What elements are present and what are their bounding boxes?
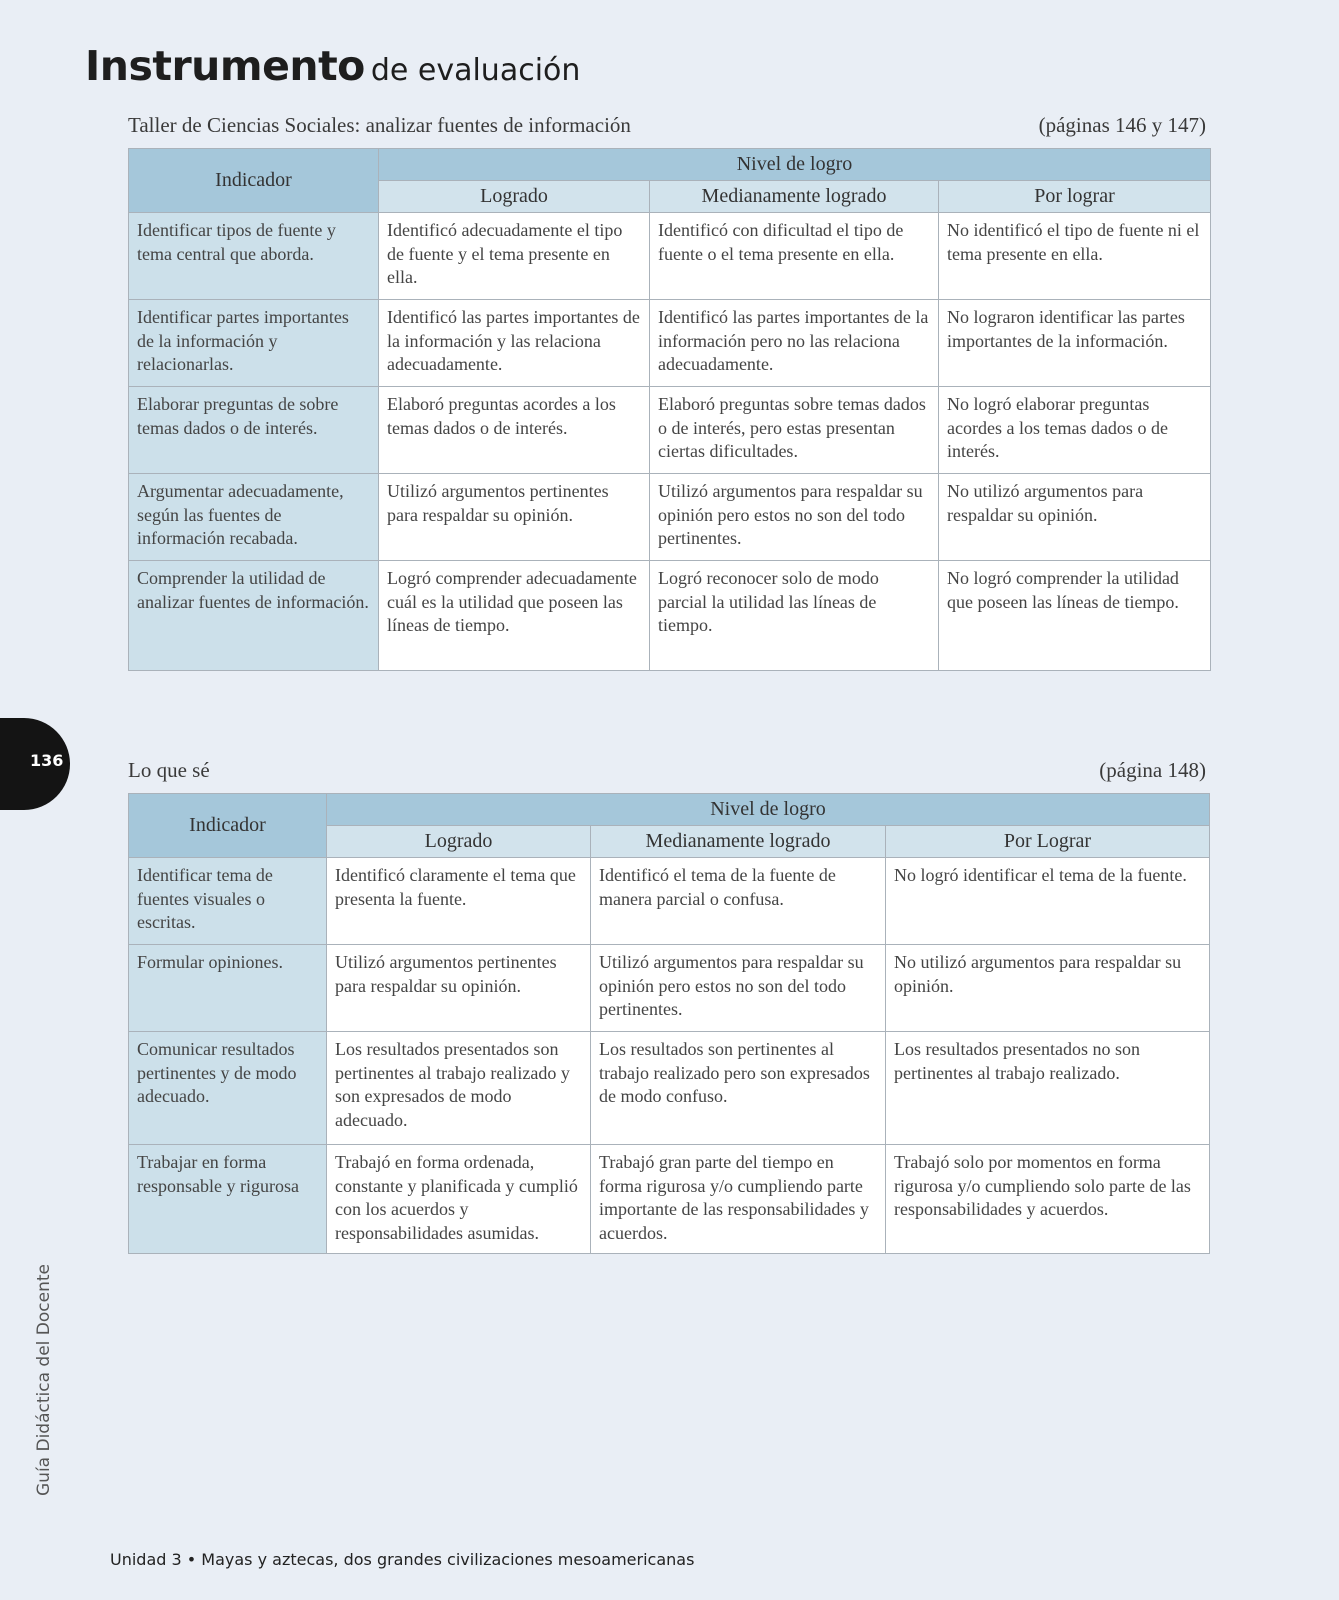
achieved-cell: Utilizó argumentos pertinentes para respaldar su opinión. xyxy=(327,945,591,1032)
header-level: Nivel de logro xyxy=(379,149,1211,181)
medium-cell: Logró reconocer solo de modo parcial la utilidad las líneas de tiempo. xyxy=(650,561,939,671)
table-row xyxy=(129,858,1210,945)
table-row xyxy=(129,1032,1210,1145)
medium-cell: Trabajó gran parte del tiempo en forma rigurosa y/o cumpliendo parte importante de las responsabilidades y acuerdos. xyxy=(591,1145,886,1254)
header-indicator: Indicador xyxy=(129,149,379,213)
header-medium: Medianamente logrado xyxy=(591,826,886,858)
medium-cell: Identificó las partes importantes de la información pero no las relaciona adecuadamente. xyxy=(650,300,939,387)
page-number: 136 xyxy=(30,751,64,770)
indicator-cell: Identificar tema de fuentes visuales o escritas. xyxy=(129,858,327,945)
header-level: Nivel de logro xyxy=(327,794,1210,826)
table-row xyxy=(129,300,1211,387)
header-pending: Por lograr xyxy=(939,181,1211,213)
medium-cell: Utilizó argumentos para respaldar su opinión pero estos no son del todo pertinentes. xyxy=(650,474,939,561)
medium-cell: Los resultados son pertinentes al trabajo realizado pero son expresados de modo confuso. xyxy=(591,1032,886,1145)
table1-pages: (páginas 146 y 147) xyxy=(1038,113,1206,137)
page-title-rest: de evaluación xyxy=(370,53,581,88)
achieved-cell: Elaboró preguntas acordes a los temas dados o de interés. xyxy=(379,387,650,474)
pending-cell: No logró comprender la utilidad que poseen las líneas de tiempo. xyxy=(939,561,1211,671)
table2-pages: (página 148) xyxy=(1099,758,1206,782)
rubric-table-1 xyxy=(128,148,1211,671)
table2-caption: Lo que sé xyxy=(128,758,210,782)
header-indicator: Indicador xyxy=(129,794,327,858)
indicator-cell: Elaborar preguntas de sobre temas dados o de interés. xyxy=(129,387,379,474)
achieved-cell: Los resultados presentados son pertinentes al trabajo realizado y son expresados de modo adecuado. xyxy=(327,1032,591,1145)
footer-unit-text: Unidad 3 • Mayas y aztecas, dos grandes civilizaciones mesoamericanas xyxy=(110,1550,695,1569)
page-title xyxy=(85,42,580,90)
table-row xyxy=(129,561,1211,671)
table2-heading xyxy=(128,758,1206,783)
indicator-cell: Comprender la utilidad de analizar fuentes de información. xyxy=(129,561,379,671)
table-row xyxy=(129,1145,1210,1254)
pending-cell: Los resultados presentados no son pertinentes al trabajo realizado. xyxy=(886,1032,1210,1145)
pending-cell: No identificó el tipo de fuente ni el tema presente en ella. xyxy=(939,213,1211,300)
medium-cell: Elaboró preguntas sobre temas dados o de interés, pero estas presentan ciertas dificultades. xyxy=(650,387,939,474)
table-row xyxy=(129,213,1211,300)
rubric-table-2 xyxy=(128,793,1210,1254)
medium-cell: Identificó con dificultad el tipo de fuente o el tema presente en ella. xyxy=(650,213,939,300)
indicator-cell: Identificar partes importantes de la información y relacionarlas. xyxy=(129,300,379,387)
page-title-bold: Instrumento xyxy=(85,42,365,90)
pending-cell: Trabajó solo por momentos en forma rigurosa y/o cumpliendo solo parte de las responsabilidades y acuerdos. xyxy=(886,1145,1210,1254)
header-medium: Medianamente logrado xyxy=(650,181,939,213)
header-achieved: Logrado xyxy=(327,826,591,858)
indicator-cell: Formular opiniones. xyxy=(129,945,327,1032)
table-row xyxy=(129,945,1210,1032)
achieved-cell: Utilizó argumentos pertinentes para respaldar su opinión. xyxy=(379,474,650,561)
indicator-cell: Trabajar en forma responsable y rigurosa xyxy=(129,1145,327,1254)
medium-cell: Utilizó argumentos para respaldar su opinión pero estos no son del todo pertinentes. xyxy=(591,945,886,1032)
page-number-tab xyxy=(0,718,70,810)
table-row xyxy=(129,474,1211,561)
guide-vertical-label: Guía Didáctica del Docente xyxy=(34,1264,54,1496)
pending-cell: No logró identificar el tema de la fuente. xyxy=(886,858,1210,945)
achieved-cell: Trabajó en forma ordenada, constante y planificada y cumplió con los acuerdos y responsabilidades asumidas. xyxy=(327,1145,591,1254)
medium-cell: Identificó el tema de la fuente de manera parcial o confusa. xyxy=(591,858,886,945)
indicator-cell: Argumentar adecuadamente, según las fuentes de información recabada. xyxy=(129,474,379,561)
table1-caption: Taller de Ciencias Sociales: analizar fuentes de información xyxy=(128,113,631,137)
pending-cell: No utilizó argumentos para respaldar su opinión. xyxy=(886,945,1210,1032)
achieved-cell: Identificó claramente el tema que presenta la fuente. xyxy=(327,858,591,945)
indicator-cell: Identificar tipos de fuente y tema central que aborda. xyxy=(129,213,379,300)
pending-cell: No lograron identificar las partes importantes de la información. xyxy=(939,300,1211,387)
achieved-cell: Identificó adecuadamente el tipo de fuente y el tema presente en ella. xyxy=(379,213,650,300)
header-achieved: Logrado xyxy=(379,181,650,213)
achieved-cell: Logró comprender adecuadamente cuál es la utilidad que poseen las líneas de tiempo. xyxy=(379,561,650,671)
indicator-cell: Comunicar resultados pertinentes y de modo adecuado. xyxy=(129,1032,327,1145)
header-pending: Por Lograr xyxy=(886,826,1210,858)
achieved-cell: Identificó las partes importantes de la información y las relaciona adecuadamente. xyxy=(379,300,650,387)
table1-heading xyxy=(128,113,1206,138)
pending-cell: No utilizó argumentos para respaldar su opinión. xyxy=(939,474,1211,561)
pending-cell: No logró elaborar preguntas acordes a los temas dados o de interés. xyxy=(939,387,1211,474)
table-row xyxy=(129,387,1211,474)
